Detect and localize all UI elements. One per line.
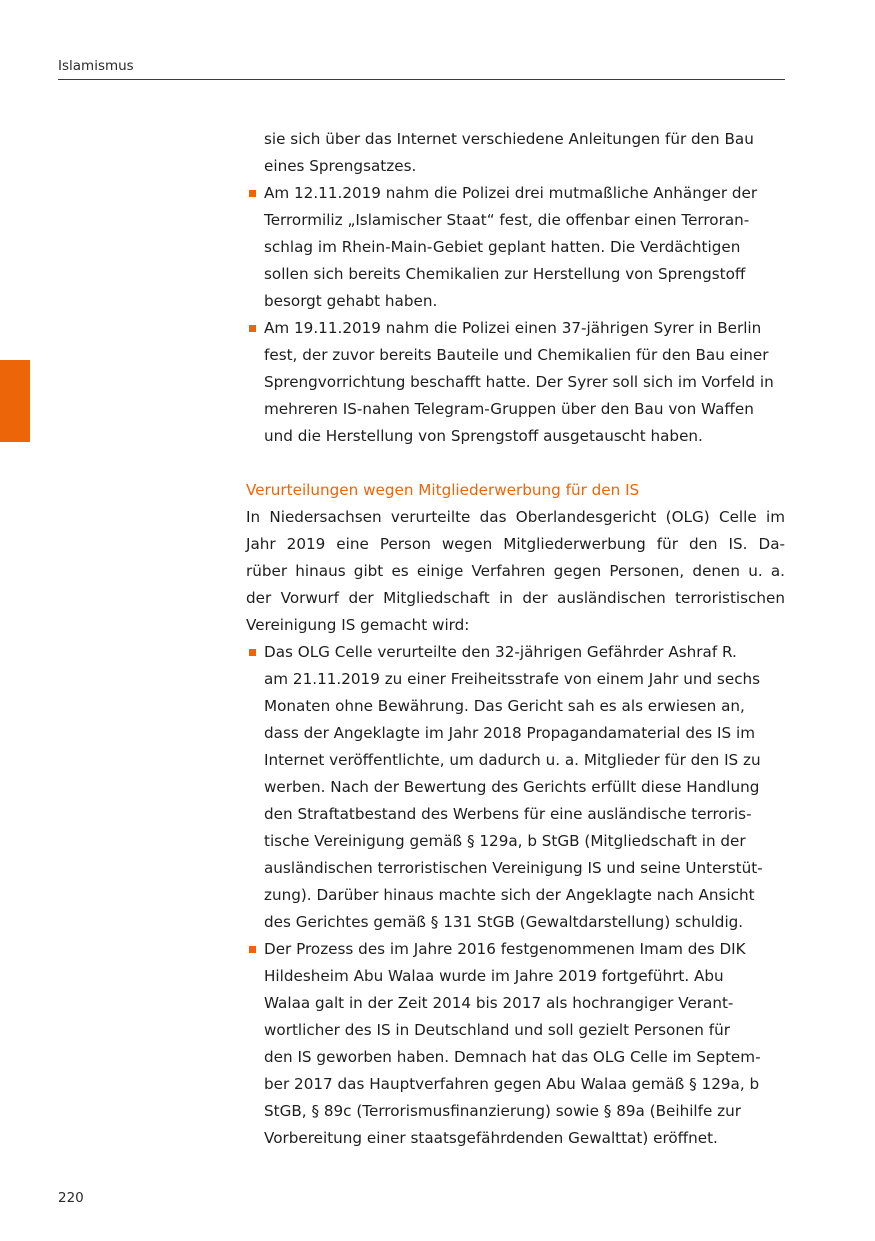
section-heading: Verurteilungen wegen Mitgliederwerbung für den IS bbox=[246, 481, 640, 499]
page-content bbox=[246, 126, 785, 1152]
text-line: und die Herstellung von Sprengstoff ausgetauscht haben. bbox=[264, 427, 703, 445]
text-line: ber 2017 das Hauptverfahren gegen Abu Walaa gemäß § 129a, b bbox=[264, 1075, 760, 1093]
text-line: den Straftatbestand des Werbens für eine ausländische terroris- bbox=[264, 805, 752, 823]
text-line: Walaa galt in der Zeit 2014 bis 2017 als hochrangiger Verant- bbox=[264, 994, 734, 1012]
text-line: StGB, § 89c (Terrorismusfinanzierung) sowie § 89a (Beihilfe zur bbox=[264, 1102, 741, 1120]
bullet-item-abu-walaa bbox=[246, 936, 785, 1152]
text-line: rüber hinaus gibt es einige Verfahren gegen Personen, denen u. a. bbox=[246, 562, 785, 580]
orange-square-bullet-icon bbox=[249, 649, 256, 656]
bullet-item-ashraf-r bbox=[246, 639, 785, 936]
text-line: Der Prozess des im Jahre 2016 festgenommenen Imam des DIK bbox=[264, 940, 746, 958]
text-line: Vorbereitung einer staatsgefährdenden Gewalttat) eröffnet. bbox=[264, 1129, 718, 1147]
text-line: sie sich über das Internet verschiedene Anleitungen für den Bau bbox=[264, 130, 754, 148]
text-line: des Gerichtes gemäß § 131 StGB (Gewaltdarstellung) schuldig. bbox=[264, 913, 744, 931]
text-line: fest, der zuvor bereits Bauteile und Chemikalien für den Bau einer bbox=[264, 346, 769, 364]
orange-square-bullet-icon bbox=[249, 946, 256, 953]
text-line: den IS geworben haben. Demnach hat das OLG Celle im Septem- bbox=[264, 1048, 761, 1066]
bullet-item-arrest-berlin bbox=[246, 315, 785, 450]
text-line: besorgt gehabt haben. bbox=[264, 292, 438, 310]
text-line: eines Sprengsatzes. bbox=[264, 157, 417, 175]
text-line: Vereinigung IS gemacht wird: bbox=[246, 616, 470, 634]
text-line: tische Vereinigung gemäß § 129a, b StGB (Mitgliedschaft in der bbox=[264, 832, 746, 850]
text-line: sollen sich bereits Chemikalien zur Herstellung von Sprengstoff bbox=[264, 265, 746, 283]
text-line: der Vorwurf der Mitgliedschaft in der ausländischen terroristischen bbox=[246, 589, 785, 607]
text-line: Jahr 2019 eine Person wegen Mitgliederwerbung für den IS. Da- bbox=[246, 535, 785, 553]
text-line: Das OLG Celle verurteilte den 32-jährigen Gefährder Ashraf R. bbox=[264, 643, 737, 661]
text-line: werben. Nach der Bewertung des Gerichts erfüllt diese Handlung bbox=[264, 778, 760, 796]
text-line: zung). Darüber hinaus machte sich der Angeklagte nach Ansicht bbox=[264, 886, 755, 904]
text-line: Monaten ohne Bewährung. Das Gericht sah es als erwiesen an, bbox=[264, 697, 745, 715]
text-line: schlag im Rhein-Main-Gebiet geplant hatten. Die Verdächtigen bbox=[264, 238, 741, 256]
orange-square-bullet-icon bbox=[249, 190, 256, 197]
text-line: Am 12.11.2019 nahm die Polizei drei mutmaßliche Anhänger der bbox=[264, 184, 758, 202]
continuation-paragraph bbox=[246, 126, 785, 180]
text-line: Hildesheim Abu Walaa wurde im Jahre 2019 fortgeführt. Abu bbox=[264, 967, 724, 985]
text-line: wortlicher des IS in Deutschland und soll gezielt Personen für bbox=[264, 1021, 730, 1039]
text-line: Sprengvorrichtung beschafft hatte. Der Syrer soll sich im Vorfeld in bbox=[264, 373, 774, 391]
text-line: Internet veröffentlichte, um dadurch u. a. Mitglieder für den IS zu bbox=[264, 751, 761, 769]
text-line: Am 19.11.2019 nahm die Polizei einen 37-jährigen Syrer in Berlin bbox=[264, 319, 762, 337]
page-number: 220 bbox=[58, 1190, 84, 1206]
text-line: Terrormiliz „Islamischer Staat“ fest, die offenbar einen Terroran- bbox=[264, 211, 750, 229]
chapter-side-tab bbox=[0, 360, 30, 442]
text-line: mehreren IS-nahen Telegram-Gruppen über den Bau von Waffen bbox=[264, 400, 754, 418]
orange-square-bullet-icon bbox=[249, 325, 256, 332]
text-line: In Niedersachsen verurteilte das Oberlandesgericht (OLG) Celle im bbox=[246, 508, 785, 526]
header-rule bbox=[58, 79, 785, 80]
text-line: ausländischen terroristischen Vereinigung IS und seine Unterstüt- bbox=[264, 859, 763, 877]
text-line: am 21.11.2019 zu einer Freiheitsstrafe von einem Jahr und sechs bbox=[264, 670, 761, 688]
bullet-item-arrest-rhein-main bbox=[246, 180, 785, 315]
section-intro-paragraph bbox=[246, 504, 785, 639]
text-line: dass der Angeklagte im Jahr 2018 Propagandamaterial des IS im bbox=[264, 724, 756, 742]
running-header-title: Islamismus bbox=[58, 58, 134, 74]
